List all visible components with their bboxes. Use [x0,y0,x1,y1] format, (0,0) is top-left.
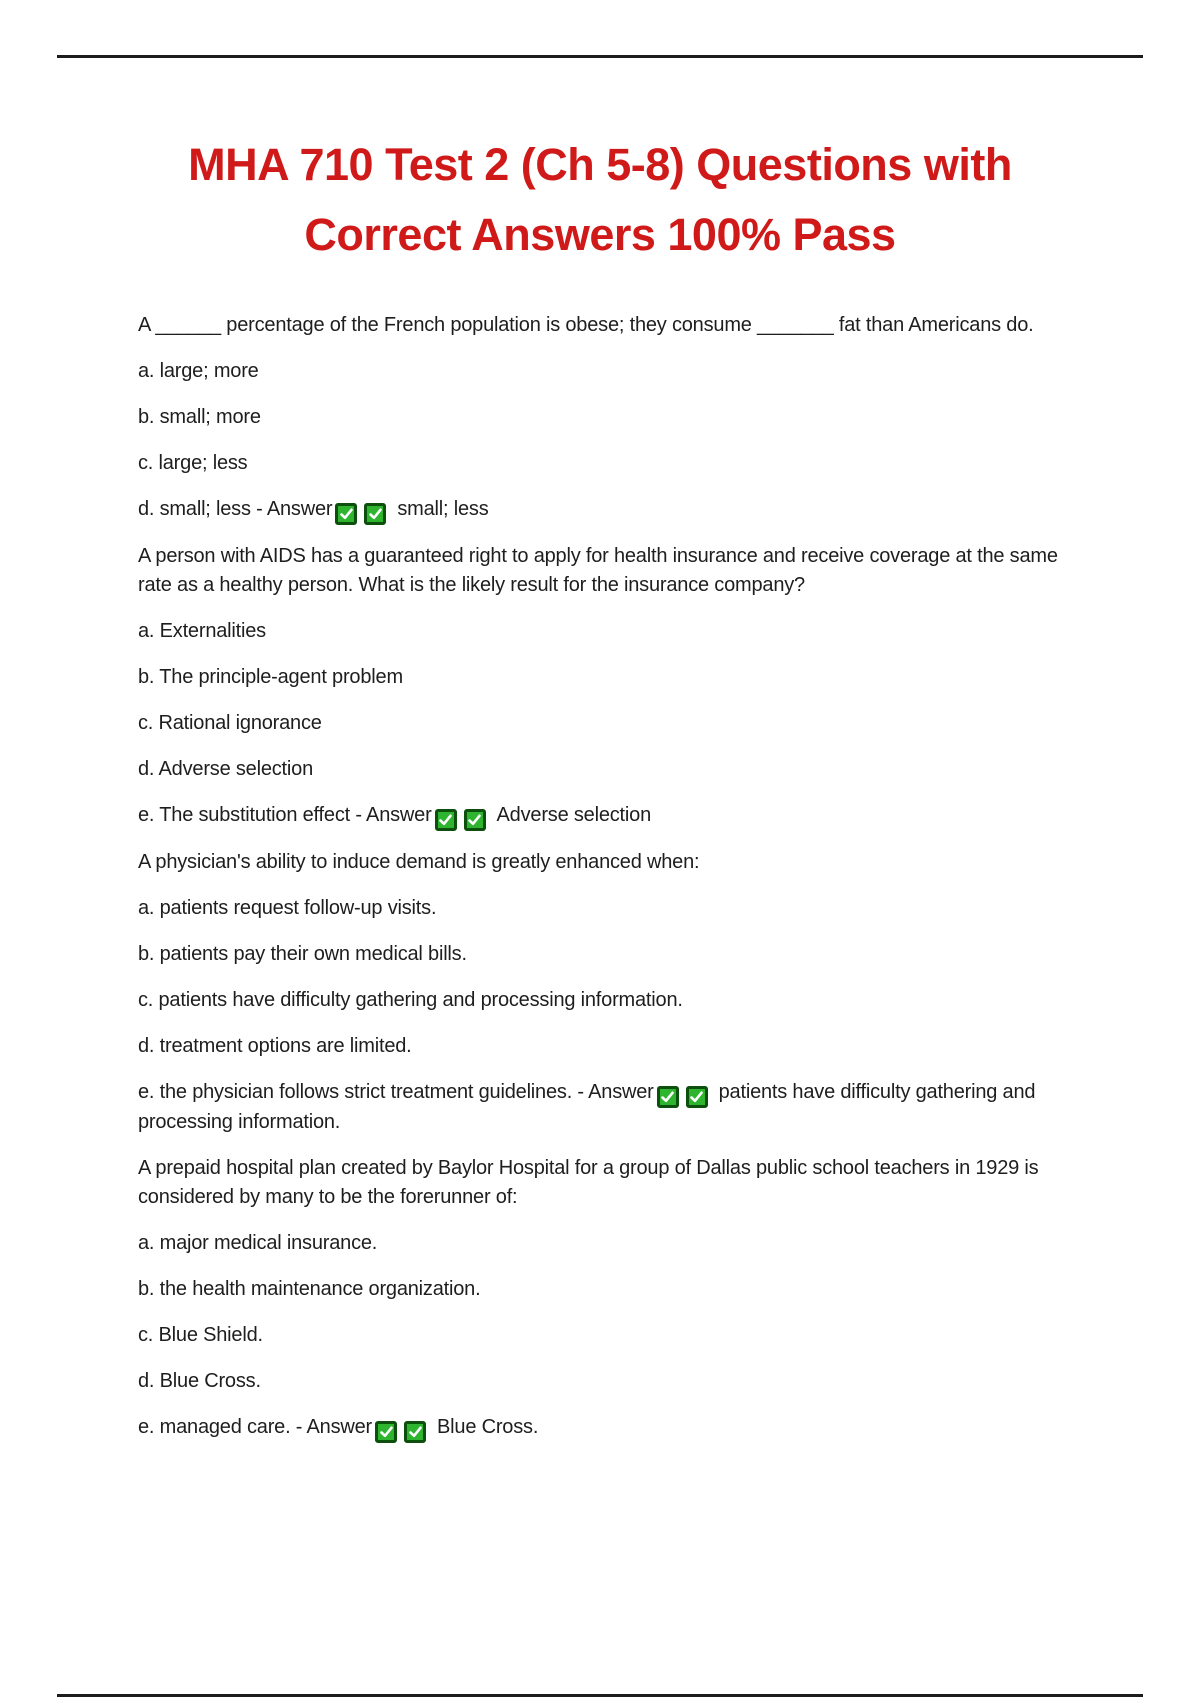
option-label: d. Adverse selection [138,758,313,780]
option-label: a. major medical insurance. [138,1232,378,1254]
option-label: b. the health maintenance organization. [138,1278,481,1300]
question-text: A person with AIDS has a guaranteed right to apply for health insurance and receive coverage at the same rate as a healthy person. What is the likely result for the insurance company? [138,545,1058,596]
option-text [138,1275,1088,1304]
option-text [138,403,1088,432]
option-label: a. patients request follow-up visits. [138,897,437,919]
option-text [138,801,1088,831]
option-text [138,1032,1088,1061]
option-label: b. small; more [138,406,261,428]
checkbox-checked-icon [657,1086,679,1108]
option-text [138,663,1088,692]
option-label: d. treatment options are limited. [138,1035,412,1057]
option-label: c. Rational ignorance [138,712,322,734]
option-label: e. managed care. - Answer [138,1416,373,1438]
option-text [138,357,1088,386]
checkbox-checked-icon [404,1421,426,1443]
option-label: a. large; more [138,360,259,382]
checkbox-checked-icon [335,503,357,525]
option-label: c. Blue Shield. [138,1324,263,1346]
document-title-line2: Correct Answers 100% Pass [304,209,896,260]
option-text [138,1413,1088,1443]
answer-text: Blue Cross. [437,1416,539,1438]
checkbox-checked-icon [375,1421,397,1443]
option-label: b. patients pay their own medical bills. [138,943,467,965]
option-text [138,986,1088,1015]
option-label: d. small; less - Answer [138,498,333,520]
question-text: A physician's ability to induce demand is greatly enhanced when: [138,851,700,873]
document-title-line1: MHA 710 Test 2 (Ch 5-8) Questions with [188,139,1012,190]
option-label: b. The principle-agent problem [138,666,403,688]
option-text [138,1367,1088,1396]
option-text [138,709,1088,738]
checkbox-checked-icon [464,809,486,831]
option-text [138,1078,1088,1137]
option-text [138,617,1088,646]
option-label: d. Blue Cross. [138,1370,261,1392]
option-label: c. patients have difficulty gathering and processing information. [138,989,683,1011]
option-text [138,894,1088,923]
checkbox-checked-icon [435,809,457,831]
checkbox-checked-icon [686,1086,708,1108]
checkbox-checked-icon [364,503,386,525]
answer-text: Adverse selection [496,804,652,826]
questions-list [0,270,1200,1443]
option-label: a. Externalities [138,620,266,642]
option-text [138,755,1088,784]
option-text [138,940,1088,969]
document-title [0,0,1200,270]
option-text [138,1321,1088,1350]
option-label: e. the physician follows strict treatment guidelines. - Answer [138,1081,654,1103]
option-text [138,495,1088,525]
option-text [138,1229,1088,1258]
answer-text: small; less [397,498,489,520]
option-text [138,449,1088,478]
bottom-border-line [57,1694,1143,1697]
option-label: c. large; less [138,452,248,474]
question-text: A ______ percentage of the French population is obese; they consume _______ fat than Americans do. [138,314,1034,336]
answer-text: patients have difficulty gathering and processing information. [138,1081,1036,1133]
option-label: e. The substitution effect - Answer [138,804,432,826]
question-text: A prepaid hospital plan created by Baylor Hospital for a group of Dallas public school teachers in 1929 is considered by many to be the forerunner of: [138,1157,1039,1208]
top-border-line [57,55,1143,58]
